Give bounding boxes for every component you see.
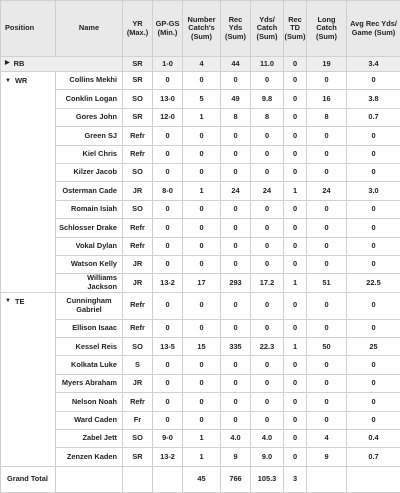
cell: 16 <box>307 90 347 108</box>
cell: 0 <box>307 393 347 411</box>
cell: 44 <box>221 57 251 72</box>
player-name: Vokal Dylan <box>56 237 123 255</box>
cell: Refr <box>123 127 153 145</box>
cell: 4.0 <box>221 430 251 448</box>
cell: 1 <box>284 338 307 356</box>
player-name: Ellison Isaac <box>56 319 123 337</box>
cell: 0.4 <box>347 430 400 448</box>
cell: 9-0 <box>153 430 183 448</box>
cell: 24 <box>307 182 347 200</box>
cell: 0 <box>251 319 284 337</box>
cell: 0 <box>153 145 183 163</box>
col-header-yds-catch[interactable]: Yds/ Catch (Sum) <box>251 1 284 57</box>
player-name: Gores John <box>56 108 123 126</box>
player-name: Kiel Chris <box>56 145 123 163</box>
cell: 0 <box>153 72 183 90</box>
cell: 0.7 <box>347 448 400 466</box>
cell: 17.2 <box>251 274 284 292</box>
table-row[interactable] <box>1 72 400 90</box>
triangle-right-icon[interactable]: ▶ <box>5 60 10 67</box>
cell: 15 <box>183 338 221 356</box>
cell: 0 <box>251 356 284 374</box>
cell: S <box>123 356 153 374</box>
cell: 17 <box>183 274 221 292</box>
cell: 0 <box>284 108 307 126</box>
cell: 0 <box>347 356 400 374</box>
cell: 0 <box>284 90 307 108</box>
player-name: Osterman Cade <box>56 182 123 200</box>
cell: 0 <box>284 57 307 72</box>
cell: 0 <box>307 72 347 90</box>
cell: 0 <box>307 374 347 392</box>
table-row[interactable] <box>1 200 400 218</box>
col-header-yr[interactable]: YR (Max.) <box>123 1 153 57</box>
group-label-te: TE <box>15 297 24 306</box>
cell: 1 <box>284 182 307 200</box>
cell: 3.4 <box>347 57 400 72</box>
table-row[interactable] <box>1 411 400 429</box>
cell: Refr <box>123 219 153 237</box>
cell: 0 <box>347 200 400 218</box>
cell: 0 <box>183 237 221 255</box>
cell: 0 <box>153 163 183 181</box>
cell: 0 <box>307 411 347 429</box>
col-header-rec-td[interactable]: Rec TD (Sum) <box>284 1 307 57</box>
group-header-wr[interactable] <box>1 72 56 293</box>
cell: 0 <box>221 219 251 237</box>
cell: 8 <box>221 108 251 126</box>
cell: SO <box>123 430 153 448</box>
player-name: Kilzer Jacob <box>56 163 123 181</box>
cell: 293 <box>221 274 251 292</box>
cell: 0 <box>251 145 284 163</box>
cell: 0 <box>307 163 347 181</box>
table-row[interactable] <box>1 292 400 319</box>
cell: 0 <box>221 411 251 429</box>
cell: 0 <box>153 127 183 145</box>
group-header-te[interactable] <box>1 292 56 466</box>
cell: JR <box>123 182 153 200</box>
cell: 1 <box>183 182 221 200</box>
table-row[interactable] <box>1 237 400 255</box>
player-name: Green SJ <box>56 127 123 145</box>
player-name: Kessel Reis <box>56 338 123 356</box>
cell: 0 <box>251 200 284 218</box>
cell: 4 <box>183 57 221 72</box>
cell: Refr <box>123 393 153 411</box>
col-header-long-catch[interactable]: Long Catch (Sum) <box>307 1 347 57</box>
total-cell <box>153 466 183 492</box>
cell: 1 <box>284 274 307 292</box>
cell: 0 <box>347 72 400 90</box>
cell: SR <box>123 72 153 90</box>
cell: Refr <box>123 319 153 337</box>
cell: SO <box>123 163 153 181</box>
cell: 0 <box>221 127 251 145</box>
cell: Refr <box>123 292 153 319</box>
table-row[interactable] <box>1 448 400 466</box>
cell: 0 <box>153 255 183 273</box>
cell: 4.0 <box>251 430 284 448</box>
triangle-down-icon[interactable]: ▼ <box>5 78 11 85</box>
player-name: Collins Mekhi <box>56 72 123 90</box>
cell: 0 <box>251 374 284 392</box>
cell: 0 <box>183 255 221 273</box>
table-row[interactable] <box>1 127 400 145</box>
cell: Fr <box>123 411 153 429</box>
cell: 0 <box>183 200 221 218</box>
total-cell: 105.3 <box>251 466 284 492</box>
cell: 0 <box>153 200 183 218</box>
table-row[interactable] <box>1 274 400 292</box>
cell: 0 <box>284 430 307 448</box>
cell: 0 <box>221 374 251 392</box>
cell: 12-0 <box>153 108 183 126</box>
cell: 0 <box>221 393 251 411</box>
cell: 0 <box>183 163 221 181</box>
cell: 0 <box>284 145 307 163</box>
cell: 0 <box>251 292 284 319</box>
col-header-name[interactable]: Name <box>56 1 123 57</box>
cell: 11.0 <box>251 57 284 72</box>
col-header-avg-yds-game[interactable]: Avg Rec Yds/ Game (Sum) <box>347 1 400 57</box>
cell: 0 <box>153 219 183 237</box>
cell: 0 <box>347 292 400 319</box>
cell: 0 <box>307 292 347 319</box>
cell: 24 <box>251 182 284 200</box>
cell: 9 <box>307 448 347 466</box>
table-row[interactable] <box>1 255 400 273</box>
cell: 22.3 <box>251 338 284 356</box>
cell: 0.7 <box>347 108 400 126</box>
player-name: Cunningham Gabriel <box>56 292 123 319</box>
cell: 0 <box>284 72 307 90</box>
col-header-position[interactable]: Position <box>1 1 56 57</box>
cell: 0 <box>251 72 284 90</box>
total-cell: 45 <box>183 466 221 492</box>
cell: 0 <box>251 255 284 273</box>
cell: 0 <box>347 237 400 255</box>
cell: 0 <box>251 127 284 145</box>
cell: 0 <box>307 127 347 145</box>
cell: 0 <box>347 319 400 337</box>
table-row[interactable] <box>1 219 400 237</box>
cell: 0 <box>284 237 307 255</box>
cell: 13-2 <box>153 274 183 292</box>
cell: 0 <box>284 411 307 429</box>
cell: 0 <box>153 374 183 392</box>
player-name: Zenzen Kaden <box>56 448 123 466</box>
cell: 0 <box>307 200 347 218</box>
cell: 13-2 <box>153 448 183 466</box>
group-row-rb[interactable] <box>1 57 400 72</box>
player-name: Nelson Noah <box>56 393 123 411</box>
total-cell <box>56 466 123 492</box>
total-cell <box>347 466 400 492</box>
table-row[interactable] <box>1 108 400 126</box>
cell: 0 <box>251 219 284 237</box>
cell: 0 <box>307 319 347 337</box>
player-name: Kolkata Luke <box>56 356 123 374</box>
cell: 8 <box>251 108 284 126</box>
cell: 5 <box>183 90 221 108</box>
cell: 0 <box>183 219 221 237</box>
cell: 0 <box>221 237 251 255</box>
cell: 3.0 <box>347 182 400 200</box>
table-row[interactable] <box>1 393 400 411</box>
cell: 0 <box>183 356 221 374</box>
cell: 4 <box>307 430 347 448</box>
cell: 0 <box>153 393 183 411</box>
cell: 0 <box>347 163 400 181</box>
grand-total-label: Grand Total <box>1 466 56 492</box>
cell: 0 <box>153 356 183 374</box>
cell: SO <box>123 338 153 356</box>
table-row[interactable] <box>1 90 400 108</box>
cell: 0 <box>183 72 221 90</box>
cell: 24 <box>221 182 251 200</box>
cell: 0 <box>347 411 400 429</box>
table-row[interactable] <box>1 163 400 181</box>
cell: 0 <box>347 393 400 411</box>
table-row[interactable] <box>1 356 400 374</box>
cell: 0 <box>183 127 221 145</box>
cell: 0 <box>284 219 307 237</box>
cell: 0 <box>251 237 284 255</box>
cell: 0 <box>221 356 251 374</box>
table-row[interactable] <box>1 374 400 392</box>
player-name: Myers Abraham <box>56 374 123 392</box>
cell: Refr <box>123 237 153 255</box>
table-row[interactable] <box>1 145 400 163</box>
total-cell <box>307 466 347 492</box>
cell: 0 <box>251 163 284 181</box>
cell: 51 <box>307 274 347 292</box>
cell: 0 <box>284 163 307 181</box>
cell: 0 <box>284 374 307 392</box>
cell: SO <box>123 200 153 218</box>
player-name: Ward Caden <box>56 411 123 429</box>
cell: 0 <box>183 319 221 337</box>
cell: 0 <box>347 127 400 145</box>
cell: 9 <box>221 448 251 466</box>
cell: Refr <box>123 145 153 163</box>
cell: 9.0 <box>251 448 284 466</box>
cell: 0 <box>153 237 183 255</box>
total-cell <box>123 466 153 492</box>
cell: 0 <box>284 292 307 319</box>
cell: 25 <box>347 338 400 356</box>
cell: 0 <box>284 393 307 411</box>
cell: SR <box>123 57 153 72</box>
col-header-gpgs[interactable]: GP-GS (Min.) <box>153 1 183 57</box>
triangle-down-icon[interactable]: ▼ <box>5 298 11 305</box>
cell: 0 <box>221 72 251 90</box>
cell: 0 <box>307 145 347 163</box>
cell: SO <box>123 90 153 108</box>
cell: 1 <box>183 448 221 466</box>
cell: 0 <box>284 319 307 337</box>
cell: JR <box>123 274 153 292</box>
cell: 0 <box>221 145 251 163</box>
group-label-rb: RB <box>14 59 25 68</box>
group-header-rb[interactable] <box>1 57 123 72</box>
cell: 1 <box>183 430 221 448</box>
cell: 0 <box>153 292 183 319</box>
total-cell: 766 <box>221 466 251 492</box>
group-label-wr: WR <box>15 76 27 85</box>
cell: 0 <box>307 356 347 374</box>
cell: 1-0 <box>153 57 183 72</box>
cell: 22.5 <box>347 274 400 292</box>
cell: 335 <box>221 338 251 356</box>
cell: 19 <box>307 57 347 72</box>
cell: 49 <box>221 90 251 108</box>
cell: 50 <box>307 338 347 356</box>
cell: 0 <box>251 393 284 411</box>
cell: 0 <box>221 292 251 319</box>
player-name: Conklin Logan <box>56 90 123 108</box>
total-cell: 3 <box>284 466 307 492</box>
cell: 0 <box>347 374 400 392</box>
cell: 0 <box>251 411 284 429</box>
cell: 0 <box>183 411 221 429</box>
cell: 0 <box>347 145 400 163</box>
cell: 0 <box>183 374 221 392</box>
player-name: Schlosser Drake <box>56 219 123 237</box>
cell: JR <box>123 255 153 273</box>
cell: 0 <box>221 163 251 181</box>
cell: 0 <box>347 219 400 237</box>
cell: 0 <box>307 237 347 255</box>
cell: SR <box>123 108 153 126</box>
cell: 13-5 <box>153 338 183 356</box>
cell: 0 <box>221 255 251 273</box>
cell: 0 <box>183 393 221 411</box>
cell: 3.8 <box>347 90 400 108</box>
cell: 0 <box>153 411 183 429</box>
cell: 0 <box>284 127 307 145</box>
cell: 0 <box>284 448 307 466</box>
cell: 9.8 <box>251 90 284 108</box>
cell: 1 <box>183 108 221 126</box>
cell: SR <box>123 448 153 466</box>
col-header-catches[interactable]: Number Catch's (Sum) <box>183 1 221 57</box>
cell: 0 <box>307 255 347 273</box>
table-row[interactable] <box>1 182 400 200</box>
table-row[interactable] <box>1 430 400 448</box>
cell: 0 <box>307 219 347 237</box>
cell: 0 <box>284 200 307 218</box>
cell: 0 <box>221 200 251 218</box>
cell: 0 <box>347 255 400 273</box>
grand-total-row <box>1 466 400 492</box>
player-name: Romain Isiah <box>56 200 123 218</box>
table-row[interactable] <box>1 338 400 356</box>
cell: 0 <box>221 319 251 337</box>
header-row <box>1 1 400 57</box>
player-name: Williams Jackson <box>56 274 123 292</box>
cell: 0 <box>284 255 307 273</box>
cell: JR <box>123 374 153 392</box>
cell: 13-0 <box>153 90 183 108</box>
col-header-rec-yds[interactable]: Rec Yds (Sum) <box>221 1 251 57</box>
cell: 0 <box>284 356 307 374</box>
table-row[interactable] <box>1 319 400 337</box>
cell: 8 <box>307 108 347 126</box>
cell: 0 <box>183 292 221 319</box>
cell: 8-0 <box>153 182 183 200</box>
cell: 0 <box>153 319 183 337</box>
player-name: Watson Kelly <box>56 255 123 273</box>
player-name: Zabel Jett <box>56 430 123 448</box>
cell: 0 <box>183 145 221 163</box>
